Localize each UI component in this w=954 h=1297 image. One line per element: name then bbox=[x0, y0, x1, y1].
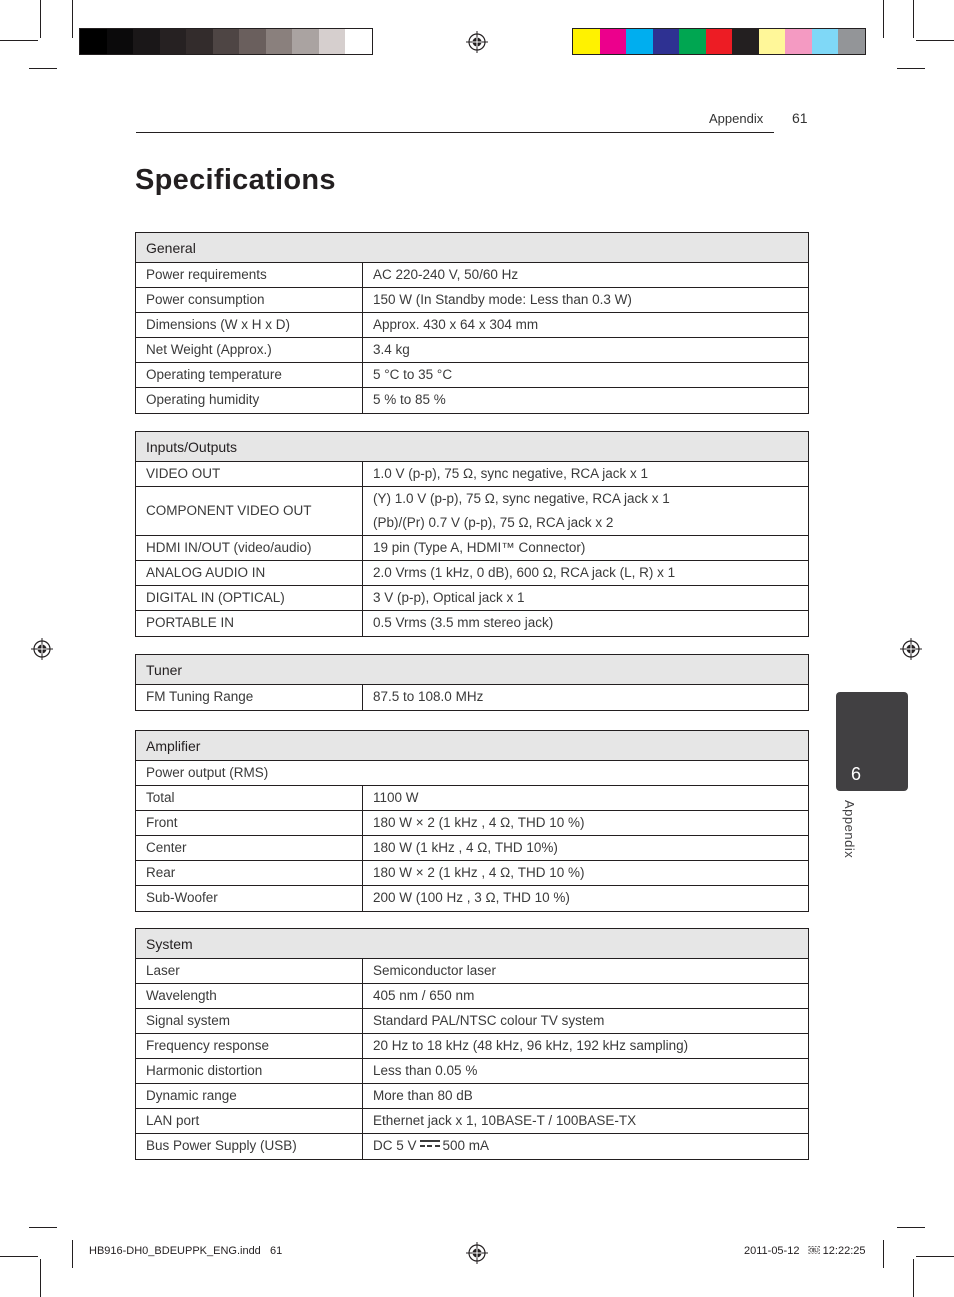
row-label: Sub-Woofer bbox=[136, 886, 363, 911]
row-value: Semiconductor laser bbox=[373, 963, 497, 978]
color-swatch bbox=[838, 29, 865, 54]
registration-mark-icon bbox=[900, 638, 922, 660]
row-value: Less than 0.05 % bbox=[373, 1063, 478, 1078]
timestamp: 2011-05-12 ￼ 12:22:25 bbox=[744, 1245, 866, 1257]
row-value: 19 pin (Type A, HDMI™ Connector) bbox=[373, 540, 586, 555]
table-row bbox=[136, 561, 808, 586]
row-label: Bus Power Supply (USB) bbox=[136, 1134, 363, 1159]
crop-mark bbox=[29, 68, 57, 69]
table-row bbox=[136, 487, 808, 536]
crop-mark bbox=[883, 1240, 884, 1268]
row-label: ANALOG AUDIO IN bbox=[136, 561, 363, 585]
crop-mark bbox=[913, 0, 914, 38]
table-row bbox=[136, 263, 808, 288]
table-row bbox=[136, 388, 808, 413]
crop-mark bbox=[40, 0, 41, 38]
row-label: PORTABLE IN bbox=[136, 611, 363, 636]
table-row bbox=[136, 1034, 808, 1059]
color-swatch bbox=[812, 29, 839, 54]
row-label: Dimensions (W x H x D) bbox=[136, 313, 363, 337]
color-swatch bbox=[573, 29, 600, 54]
spec-table-amplifier bbox=[135, 730, 809, 912]
row-value: 180 W × 2 (1 kHz , 4 Ω, THD 10 %) bbox=[373, 865, 585, 880]
color-swatch bbox=[759, 29, 786, 54]
chapter-label: Appendix bbox=[842, 800, 857, 859]
gray-swatch bbox=[133, 29, 160, 54]
row-label: VIDEO OUT bbox=[136, 462, 363, 486]
row-label: Front bbox=[136, 811, 363, 835]
table-row bbox=[136, 959, 808, 984]
row-value-line: (Y) 1.0 V (p-p), 75 Ω, sync negative, RCA jack x 1 bbox=[373, 491, 670, 506]
crop-mark bbox=[897, 68, 925, 69]
gray-swatch bbox=[160, 29, 187, 54]
gray-swatch bbox=[213, 29, 240, 54]
row-label: Net Weight (Approx.) bbox=[136, 338, 363, 362]
table-row bbox=[136, 611, 808, 636]
registration-mark-icon bbox=[31, 638, 53, 660]
gray-swatch bbox=[266, 29, 293, 54]
crop-mark bbox=[0, 40, 38, 41]
row-value: 405 nm / 650 nm bbox=[373, 988, 475, 1003]
spec-table-inputs-outputs bbox=[135, 431, 809, 637]
gray-swatch bbox=[319, 29, 346, 54]
row-value: Ethernet jack x 1, 10BASE-T / 100BASE-TX bbox=[373, 1113, 637, 1128]
gray-calibration-bar bbox=[79, 28, 373, 55]
page-number: 61 bbox=[792, 110, 808, 126]
row-label: COMPONENT VIDEO OUT bbox=[136, 487, 363, 535]
table-row bbox=[136, 836, 808, 861]
color-swatch bbox=[626, 29, 653, 54]
spec-table-tuner bbox=[135, 654, 809, 711]
color-swatch bbox=[732, 29, 759, 54]
dc-current-icon bbox=[420, 1140, 440, 1148]
crop-mark bbox=[897, 1227, 925, 1228]
row-value: AC 220-240 V, 50/60 Hz bbox=[373, 267, 519, 282]
running-header-section: Appendix bbox=[709, 111, 764, 126]
table-heading: Amplifier bbox=[136, 731, 808, 761]
row-value: 5 °C to 35 °C bbox=[373, 367, 453, 382]
table-row bbox=[136, 685, 808, 710]
row-label: HDMI IN/OUT (video/audio) bbox=[136, 536, 363, 560]
table-heading: Inputs/Outputs bbox=[136, 432, 808, 462]
row-label: Power requirements bbox=[136, 263, 363, 287]
color-swatch bbox=[706, 29, 733, 54]
color-swatch bbox=[653, 29, 680, 54]
row-value bbox=[363, 487, 808, 535]
row-value: 3.4 kg bbox=[373, 342, 410, 357]
page-title: Specifications bbox=[135, 164, 336, 196]
crop-mark bbox=[0, 1256, 38, 1257]
table-row bbox=[136, 811, 808, 836]
row-label: Operating humidity bbox=[136, 388, 363, 413]
crop-mark bbox=[72, 1240, 73, 1268]
row-label: Frequency response bbox=[136, 1034, 363, 1058]
table-row bbox=[136, 288, 808, 313]
gray-swatch bbox=[345, 29, 372, 54]
crop-mark bbox=[72, 0, 73, 38]
gray-swatch bbox=[107, 29, 134, 54]
chapter-number: 6 bbox=[850, 764, 861, 784]
color-swatch bbox=[600, 29, 627, 54]
table-row bbox=[136, 1134, 808, 1159]
row-value: 87.5 to 108.0 MHz bbox=[373, 689, 484, 704]
row-label: Power consumption bbox=[136, 288, 363, 312]
row-value: 180 W (1 kHz , 4 Ω, THD 10%) bbox=[373, 840, 558, 855]
table-heading: General bbox=[136, 233, 808, 263]
row-label: Rear bbox=[136, 861, 363, 885]
row-value: 0.5 Vrms (3.5 mm stereo jack) bbox=[373, 615, 554, 630]
crop-mark bbox=[883, 0, 884, 38]
table-row bbox=[136, 1009, 808, 1034]
table-row bbox=[136, 786, 808, 811]
table-heading: System bbox=[136, 929, 808, 959]
crop-mark bbox=[913, 1259, 914, 1297]
gray-swatch bbox=[292, 29, 319, 54]
row-label: Center bbox=[136, 836, 363, 860]
row-label: Harmonic distortion bbox=[136, 1059, 363, 1083]
crop-mark bbox=[40, 1259, 41, 1297]
table-row bbox=[136, 586, 808, 611]
table-row bbox=[136, 861, 808, 886]
row-subheading: Power output (RMS) bbox=[146, 765, 269, 780]
table-heading: Tuner bbox=[136, 655, 808, 685]
row-label: Signal system bbox=[136, 1009, 363, 1033]
row-label: Wavelength bbox=[136, 984, 363, 1008]
file-info: HB916-DH0_BDEUPPK_ENG.indd 61 bbox=[89, 1245, 283, 1257]
crop-mark bbox=[916, 40, 954, 41]
spec-table-system bbox=[135, 928, 809, 1160]
table-row bbox=[136, 761, 808, 786]
row-label: FM Tuning Range bbox=[136, 685, 363, 710]
row-value: 5 % to 85 % bbox=[373, 392, 446, 407]
header-rule bbox=[136, 132, 774, 133]
table-row bbox=[136, 338, 808, 363]
table-row bbox=[136, 886, 808, 911]
table-row bbox=[136, 1059, 808, 1084]
row-label: Laser bbox=[136, 959, 363, 983]
color-swatch bbox=[785, 29, 812, 54]
row-value: 180 W × 2 (1 kHz , 4 Ω, THD 10 %) bbox=[373, 815, 585, 830]
color-swatch bbox=[679, 29, 706, 54]
table-row bbox=[136, 313, 808, 338]
row-value: Approx. 430 x 64 x 304 mm bbox=[373, 317, 539, 332]
registration-mark-icon bbox=[466, 31, 488, 53]
gray-swatch bbox=[186, 29, 213, 54]
gray-swatch bbox=[80, 29, 107, 54]
table-row bbox=[136, 536, 808, 561]
row-value: 1100 W bbox=[373, 790, 419, 805]
row-value: 3 V (p-p), Optical jack x 1 bbox=[373, 590, 525, 605]
row-label: Dynamic range bbox=[136, 1084, 363, 1108]
table-row bbox=[136, 1109, 808, 1134]
row-value: Standard PAL/NTSC colour TV system bbox=[373, 1013, 605, 1028]
table-row bbox=[136, 462, 808, 487]
row-value: 1.0 V (p-p), 75 Ω, sync negative, RCA jack x 1 bbox=[373, 466, 648, 481]
row-value-suffix: 500 mA bbox=[442, 1138, 490, 1153]
spec-table-general bbox=[135, 232, 809, 414]
row-value-line: (Pb)/(Pr) 0.7 V (p-p), 75 Ω, RCA jack x 2 bbox=[373, 515, 614, 530]
color-calibration-bar bbox=[572, 28, 866, 55]
row-value: 200 W (100 Hz , 3 Ω, THD 10 %) bbox=[373, 890, 570, 905]
row-value: 20 Hz to 18 kHz (48 kHz, 96 kHz, 192 kHz sampling) bbox=[373, 1038, 689, 1053]
row-label: Operating temperature bbox=[136, 363, 363, 387]
table-row bbox=[136, 1084, 808, 1109]
registration-mark-icon bbox=[466, 1242, 488, 1264]
row-value-prefix: DC 5 V bbox=[373, 1138, 417, 1153]
row-value: 150 W (In Standby mode: Less than 0.3 W) bbox=[373, 292, 632, 307]
row-value: More than 80 dB bbox=[373, 1088, 473, 1103]
row-label: Total bbox=[136, 786, 363, 810]
table-row bbox=[136, 984, 808, 1009]
row-value: 2.0 Vrms (1 kHz, 0 dB), 600 Ω, RCA jack (L, R) x 1 bbox=[373, 565, 676, 580]
table-row bbox=[136, 363, 808, 388]
gray-swatch bbox=[239, 29, 266, 54]
crop-mark bbox=[29, 1227, 57, 1228]
row-value bbox=[363, 1134, 808, 1159]
crop-mark bbox=[916, 1256, 954, 1257]
row-label: LAN port bbox=[136, 1109, 363, 1133]
row-label: DIGITAL IN (OPTICAL) bbox=[136, 586, 363, 610]
